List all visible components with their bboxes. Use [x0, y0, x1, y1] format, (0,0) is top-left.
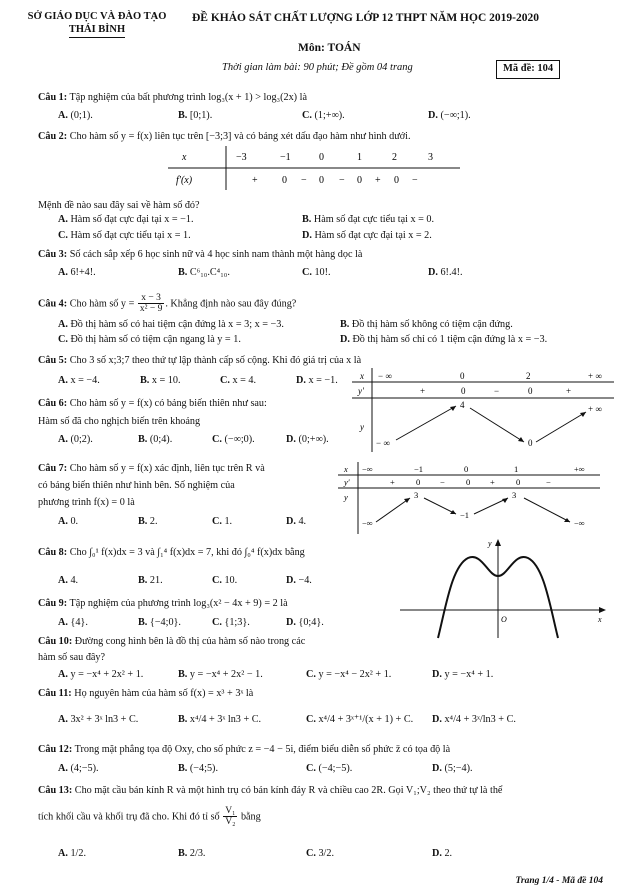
q6-y-value: 0 — [528, 438, 533, 448]
q6-sign: − — [494, 386, 500, 396]
q9-option-a[interactable]: A. {4}. — [58, 617, 88, 628]
q2-x-value: −1 — [280, 152, 291, 163]
q10-option-b[interactable]: B. y = −x⁴ + 2x² − 1. — [178, 669, 263, 680]
question-12: Câu 12: Trong mặt phẳng tọa độ Oxy, cho số phức z = −4 − 5i, điểm biểu diễn số phức z̄ có tọa độ là — [38, 744, 451, 755]
q11-option-b[interactable]: B. x⁴/4 + 3ˣ ln3 + C. — [178, 714, 262, 725]
q6-y-value: + ∞ — [588, 404, 602, 414]
q3-option-d[interactable]: D. 6!.4!. — [428, 267, 463, 278]
q9-option-b[interactable]: B. {−4;0}. — [138, 617, 181, 628]
q2-sign: + — [252, 175, 258, 186]
q4-option-b[interactable]: B. Đồ thị hàm số không có tiệm cận đứng. — [340, 319, 513, 330]
exam-title: ĐỀ KHẢO SÁT CHẤT LƯỢNG LỚP 12 THPT NĂM HỌC 2019-2020 — [192, 12, 539, 24]
question-7: Câu 7: Cho hàm số y = f(x) xác định, liên tục trên R và — [38, 463, 265, 474]
q10-text-line2: hàm số sau đây? — [38, 652, 106, 663]
q6-y-value: − ∞ — [376, 438, 390, 448]
q2-sign: 0 — [394, 175, 399, 186]
q6-yp-label: y′ — [358, 386, 364, 396]
page-footer: Trang 1/4 - Mã đề 104 — [515, 876, 603, 886]
q7-sign: 0 — [416, 477, 421, 487]
q6-prompt: Hàm số đã cho nghịch biến trên khoảng — [38, 416, 201, 427]
q6-x-value: 2 — [526, 371, 531, 381]
q2-x-value: 2 — [392, 152, 397, 163]
q2-sign: 0 — [357, 175, 362, 186]
q4-fraction: $\frac{x - 3}{\text{x² − 9}}$ — [139, 293, 163, 315]
q4-option-d[interactable]: D. Đồ thị hàm số chỉ có 1 tiệm cận đứng là x = −3. — [340, 334, 548, 345]
q2-x-label: x — [182, 152, 187, 163]
q2-option-a[interactable]: A. Hàm số đạt cực đại tại x = −1. — [58, 214, 194, 225]
q6-x-value: 0 — [460, 371, 465, 381]
q2-sign: + — [375, 175, 381, 186]
q9-option-d[interactable]: D. {0;4}. — [286, 617, 324, 628]
q2-option-d[interactable]: D. Hàm số đạt cực đại tại x = 2. — [302, 230, 432, 241]
q13-option-d[interactable]: D. 2. — [432, 848, 453, 859]
q7-y-value: −∞ — [574, 518, 585, 528]
q7-x-value: −∞ — [362, 464, 373, 474]
q11-option-a[interactable]: A. 3x² + 3ˣ ln3 + C. — [58, 714, 139, 725]
q7-y-value: −∞ — [362, 518, 373, 528]
q3-option-b[interactable]: B. C⁶₁₀.C⁴₁₀. — [178, 267, 230, 278]
q6-variation-table — [352, 368, 614, 452]
q7-arrow-3 — [474, 498, 508, 514]
q2-sign: 0 — [282, 175, 287, 186]
q6-sign: 0 — [528, 386, 533, 396]
q10-option-a[interactable]: A. y = −x⁴ + 2x² + 1. — [58, 669, 144, 680]
q2-x-value: 1 — [357, 152, 362, 163]
q5-option-d[interactable]: D. x = −1. — [296, 375, 338, 386]
question-6: Câu 6: Cho hàm số y = f(x) có bảng biến thiên như sau: — [38, 398, 267, 409]
q10-y-label: y — [488, 539, 492, 548]
q2-x-value: 3 — [428, 152, 433, 163]
question-2: Câu 2: Cho hàm số y = f(x) liên tục trên [−3;3] và có bảng xét dấu đạo hàm như hình dưới. — [38, 131, 411, 142]
q3-option-c[interactable]: C. 10!. — [302, 267, 331, 278]
q7-y-label: y — [344, 492, 348, 502]
q6-arrow-up — [396, 406, 456, 440]
q5-option-b[interactable]: B. x = 10. — [140, 375, 181, 386]
q7-x-value: −1 — [414, 464, 424, 474]
q7-y-value: 3 — [512, 490, 517, 500]
q5-option-c[interactable]: C. x = 4. — [220, 375, 257, 386]
department-line1: SỞ GIÁO DỤC VÀ ĐÀO TẠO — [27, 11, 167, 22]
q6-x-value: − ∞ — [378, 371, 392, 381]
q7-text-line3: phương trình f(x) = 0 là — [38, 497, 135, 508]
q13-option-b[interactable]: B. 2/3. — [178, 848, 206, 859]
q8-option-c[interactable]: C. 10. — [212, 575, 238, 586]
q10-graph — [398, 536, 610, 640]
q9-option-c[interactable]: C. {1;3}. — [212, 617, 250, 628]
q12-option-d[interactable]: D. (5;−4). — [432, 763, 473, 774]
q2-prompt: Mệnh đề nào sau đây sai về hàm số đó? — [38, 200, 200, 211]
q7-text-line2: có bảng biến thiên như hình bên. Số nghiệm của — [38, 480, 235, 491]
q7-y-value: 3 — [414, 490, 419, 500]
q7-x-value: 1 — [514, 464, 519, 474]
q7-sign: − — [440, 477, 445, 487]
q7-y-value: −1 — [460, 510, 470, 520]
q7-option-b[interactable]: B. 2. — [138, 516, 158, 527]
q2-sign: − — [339, 175, 345, 186]
q1-option-b[interactable]: B. [0;1). — [178, 110, 213, 121]
department-header — [22, 11, 172, 38]
q7-arrow-1 — [376, 498, 410, 522]
q1-option-a[interactable]: A. (0;1). — [58, 110, 93, 121]
q13-fraction: $\frac{\text{V₁}}{\text{V₂}}$ — [225, 806, 236, 828]
department-line2: THÁI BÌNH — [69, 24, 125, 39]
q7-x-value: +∞ — [574, 464, 585, 474]
q7-option-a[interactable]: A. 0. — [58, 516, 79, 527]
q6-x-value: + ∞ — [588, 371, 602, 381]
question-11: Câu 11: Họ nguyên hàm của hàm số f(x) = x³ + 3ˣ là — [38, 688, 254, 699]
q6-y-value: 4 — [460, 400, 465, 410]
q10-option-d[interactable]: D. y = −x⁴ + 1. — [432, 669, 494, 680]
question-13: Câu 13: Cho mặt cầu bán kính R và một hình trụ có bán kính đáy R và chiều cao 2R. Gọi V₁;V₂ theo thứ tự là thể — [38, 785, 503, 796]
q10-x-label: x — [598, 615, 602, 624]
q7-yp-label: y′ — [344, 477, 350, 487]
q2-option-b[interactable]: B. Hàm số đạt cực tiểu tại x = 0. — [302, 214, 435, 225]
time-info: Thời gian làm bài: 90 phút; Đề gồm 04 trang — [222, 62, 413, 73]
q7-arrow-4 — [524, 498, 570, 522]
q1-option-d[interactable]: D. (−∞;1). — [428, 110, 471, 121]
q8-option-a[interactable]: A. 4. — [58, 575, 79, 586]
q8-option-d[interactable]: D. −4. — [286, 575, 312, 586]
q4-option-c[interactable]: C. Đồ thị hàm số có tiệm cận ngang là y = 1. — [58, 334, 241, 345]
q8-option-b[interactable]: B. 21. — [138, 575, 163, 586]
q12-option-a[interactable]: A. (4;−5). — [58, 763, 99, 774]
q6-sign: + — [420, 386, 426, 396]
q7-option-c[interactable]: C. 1. — [212, 516, 233, 527]
q7-x-value: 0 — [464, 464, 469, 474]
question-9: Câu 9: Tập nghiệm của phương trình log₃(x² − 4x + 9) = 2 là — [38, 598, 288, 609]
q7-sign: + — [390, 477, 395, 487]
q2-sign: 0 — [319, 175, 324, 186]
subject: Môn: TOÁN — [298, 42, 361, 54]
question-1: Câu 1: Tập nghiệm của bất phương trình log₃(x + 1) > log₃(2x) là — [38, 92, 307, 103]
q6-option-a[interactable]: A. (0;2). — [58, 434, 93, 445]
q6-arrow-down — [470, 408, 524, 442]
q12-option-b[interactable]: B. (−4;5). — [178, 763, 218, 774]
q13-option-a[interactable]: A. 1/2. — [58, 848, 87, 859]
q6-x-label: x — [360, 371, 364, 381]
q2-sign-table — [168, 146, 460, 190]
q2-x-value: −3 — [236, 152, 247, 163]
q6-option-c[interactable]: C. (−∞;0). — [212, 434, 255, 445]
q11-option-c[interactable]: C. x⁴/4 + 3ˣ⁺¹/(x + 1) + C. — [306, 714, 414, 725]
q5-option-a[interactable]: A. x = −4. — [58, 375, 100, 386]
q7-sign: + — [490, 477, 495, 487]
q2-sign: − — [301, 175, 307, 186]
q7-variation-table — [338, 462, 600, 534]
q6-arrow-up-2 — [536, 412, 586, 442]
q3-option-a[interactable]: A. 6!+4!. — [58, 267, 96, 278]
q11-option-d[interactable]: D. x⁴/4 + 3ˣ/ln3 + C. — [432, 714, 516, 725]
q7-sign: 0 — [466, 477, 471, 487]
q7-sign: 0 — [516, 477, 521, 487]
q4-option-a[interactable]: A. Đồ thị hàm số có hai tiệm cận đứng là x = 3; x = −3. — [58, 319, 284, 330]
question-8: Câu 8: Cho ∫₀¹ f(x)dx = 3 và ∫₁⁴ f(x)dx = 7, khi đó ∫₀⁴ f(x)dx bằng — [38, 547, 305, 558]
q13-option-c[interactable]: C. 3/2. — [306, 848, 335, 859]
q6-option-b[interactable]: B. (0;4). — [138, 434, 173, 445]
q2-fp-label: f′(x) — [176, 175, 193, 186]
q6-option-d[interactable]: D. (0;+∞). — [286, 434, 329, 445]
q6-arrow-down-head — [518, 437, 524, 442]
question-10: Câu 10: Đường cong hình bên là đồ thị của hàm số nào trong các — [38, 636, 306, 647]
q13-text-line2: tích khối cầu và khối trụ đã cho. Khi đó tỉ số $\frac{\text{V₁}}{\text{V₂}}$ bằng — [38, 806, 261, 828]
q2-x-value: 0 — [319, 152, 324, 163]
q2-sign: − — [412, 175, 418, 186]
question-3: Câu 3: Số cách sắp xếp 6 học sinh nữ và 4 học sinh nam thành một hàng dọc là — [38, 249, 363, 260]
q10-option-c[interactable]: C. y = −x⁴ − 2x² + 1. — [306, 669, 392, 680]
question-5: Câu 5: Cho 3 số x;3;7 theo thứ tự lập thành cấp số cộng. Khi đó giá trị của x là — [38, 355, 362, 366]
q2-option-c[interactable]: C. Hàm số đạt cực tiểu tại x = 1. — [58, 230, 191, 241]
q6-sign: + — [566, 386, 572, 396]
question-4: Câu 4: Cho hàm số y = $\frac{x - 3}{\text{x² − 9}}$ . Khẳng định nào sau đây đúng? — [38, 293, 297, 315]
q6-y-label: y — [360, 422, 364, 432]
q1-option-c[interactable]: C. (1;+∞). — [302, 110, 345, 121]
q6-sign: 0 — [461, 386, 466, 396]
q12-option-c[interactable]: C. (−4;−5). — [306, 763, 353, 774]
q7-x-label: x — [344, 464, 348, 474]
q7-sign: − — [546, 477, 551, 487]
q7-arrow-2 — [424, 498, 456, 514]
q10-origin-label: O — [501, 615, 507, 624]
q7-option-d[interactable]: D. 4. — [286, 516, 307, 527]
exam-code-box: Mã đề: 104 — [496, 60, 560, 79]
